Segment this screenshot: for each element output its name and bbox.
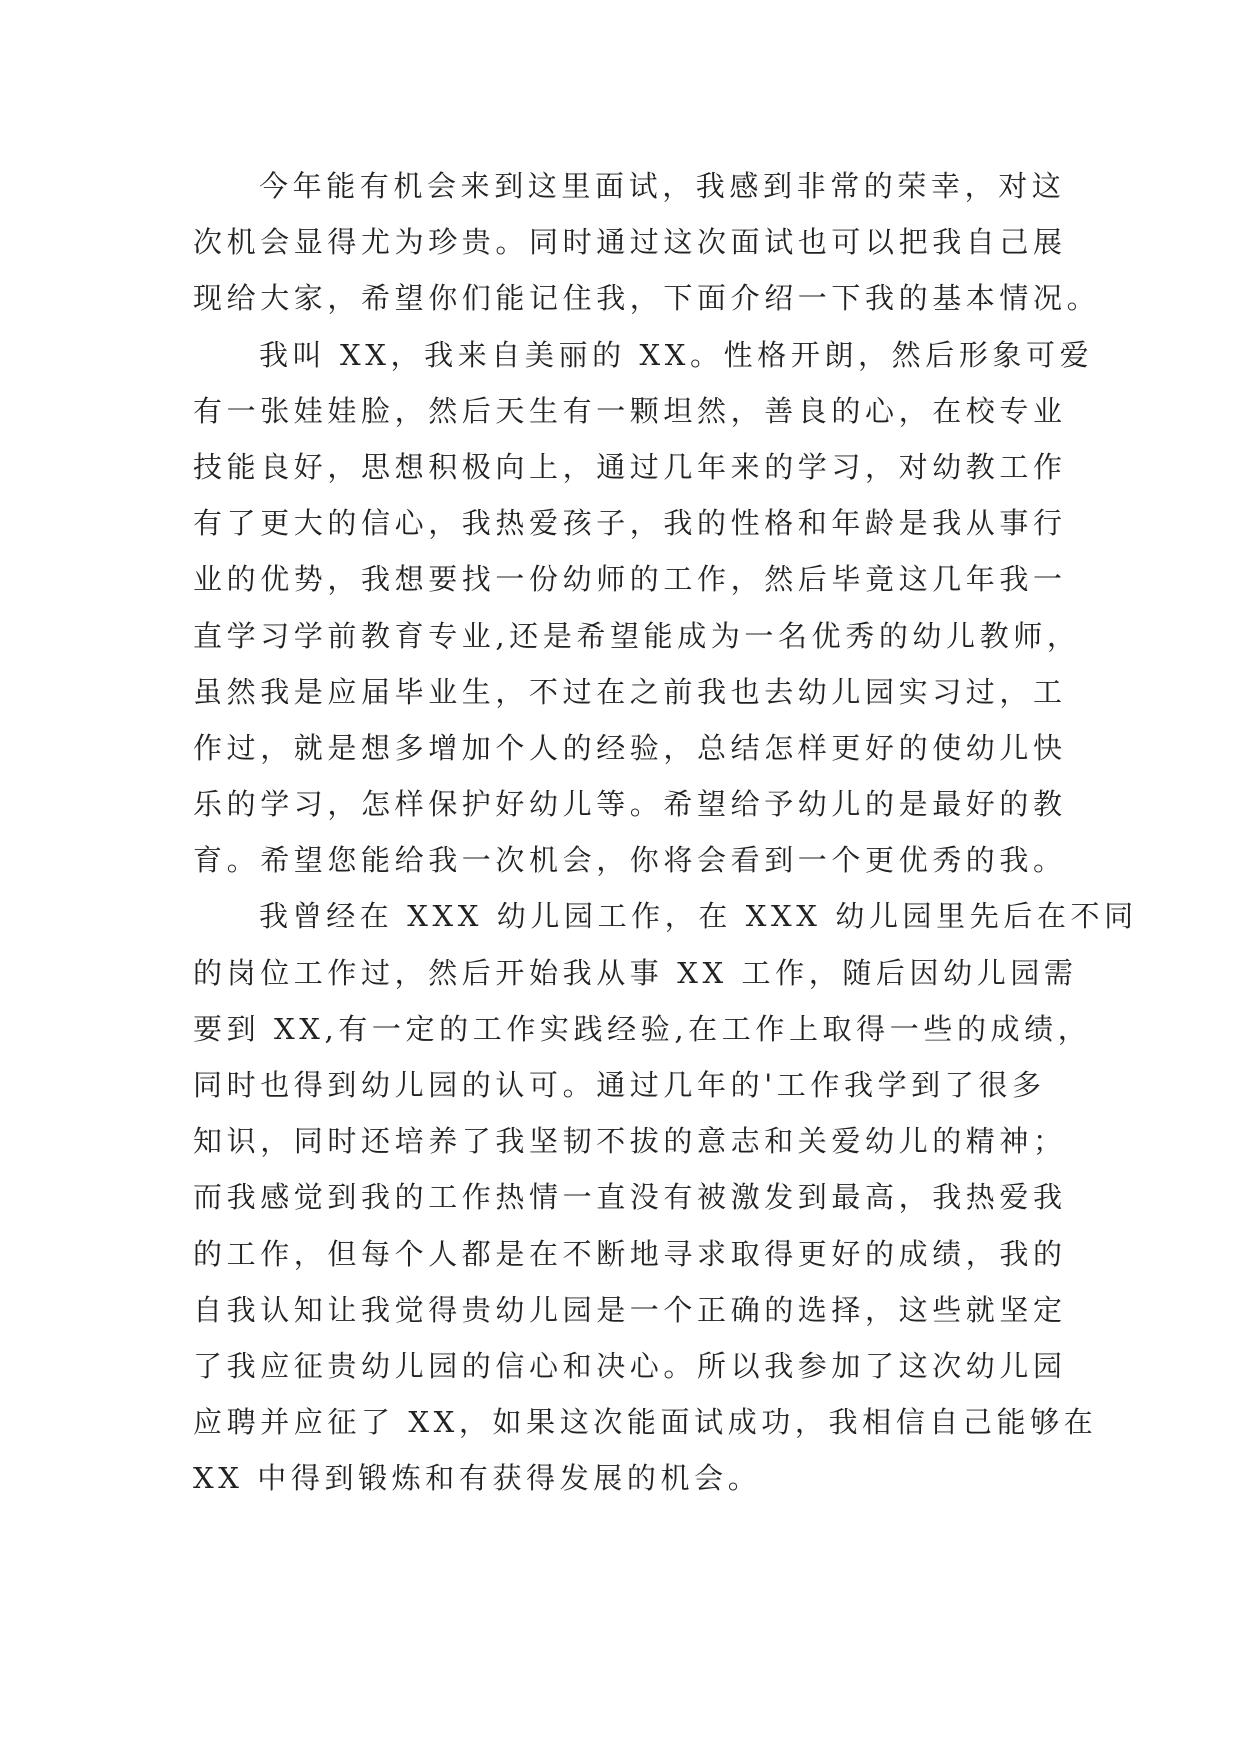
text-line: 的工作，但每个人都是在不断地寻求取得更好的成绩，我的	[193, 1236, 1067, 1271]
text-line: 而我感觉到我的工作热情一直没有被激发到最高，我热爱我	[193, 1180, 1067, 1215]
text-line: 知识，同时还培养了我坚韧不拔的意志和关爱幼儿的精神；	[193, 1124, 1067, 1159]
text-line: 虽然我是应届毕业生，不过在之前我也去幼儿园实习过，工	[193, 674, 1067, 709]
text-line: 今年能有机会来到这里面试，我感到非常的荣幸，对这	[259, 169, 1066, 203]
text-line: 现给大家，希望你们能记住我，下面介绍一下我的基本情况。	[193, 281, 1101, 316]
text-line: 技能良好，思想积极向上，通过几年来的学习，对幼教工作	[193, 449, 1067, 484]
text-line: 业的优势，我想要找一份幼师的工作，然后毕竟这几年我一	[193, 562, 1067, 597]
text-line: 育。希望您能给我一次机会，你将会看到一个更优秀的我。	[193, 843, 1067, 878]
text-line: 了我应征贵幼儿园的信心和决心。所以我参加了这次幼儿园	[193, 1348, 1067, 1383]
text-line: 有了更大的信心，我热爱孩子，我的性格和年龄是我从事行	[193, 506, 1067, 541]
text-line: 作过，就是想多增加个人的经验，总结怎样更好的使幼儿快	[193, 730, 1067, 765]
text-line: XX 中得到锻炼和有获得发展的机会。	[193, 1461, 762, 1496]
text-line: 我曾经在 XXX 幼儿园工作，在 XXX 幼儿园里先后在不同	[259, 899, 1138, 934]
text-line: 应聘并应征了 XX，如果这次能面试成功，我相信自己能够在	[193, 1405, 1098, 1440]
text-line: 的岗位工作过，然后开始我从事 XX 工作，随后因幼儿园需	[193, 955, 1078, 990]
text-line: 自我认知让我觉得贵幼儿园是一个正确的选择，这些就坚定	[193, 1292, 1067, 1327]
text-line: 直学习学前教育专业,还是希望能成为一名优秀的幼儿教师，	[193, 618, 1081, 653]
text-line: 我叫 XX，我来自美丽的 XX。性格开朗，然后形象可爱	[259, 337, 1094, 372]
document-body	[193, 158, 1138, 1507]
text-line: 要到 XX,有一定的工作实践经验,在工作上取得一些的成绩，	[193, 1011, 1092, 1046]
text-line: 有一张娃娃脸，然后天生有一颗坦然，善良的心，在校专业	[193, 393, 1067, 428]
text-line: 同时也得到幼儿园的认可。通过几年的'工作我学到了很多	[193, 1068, 1046, 1102]
text-line: 乐的学习，怎样保护好幼儿等。希望给予幼儿的是最好的教	[193, 787, 1067, 822]
text-line: 次机会显得尤为珍贵。同时通过这次面试也可以把我自己展	[193, 225, 1067, 260]
